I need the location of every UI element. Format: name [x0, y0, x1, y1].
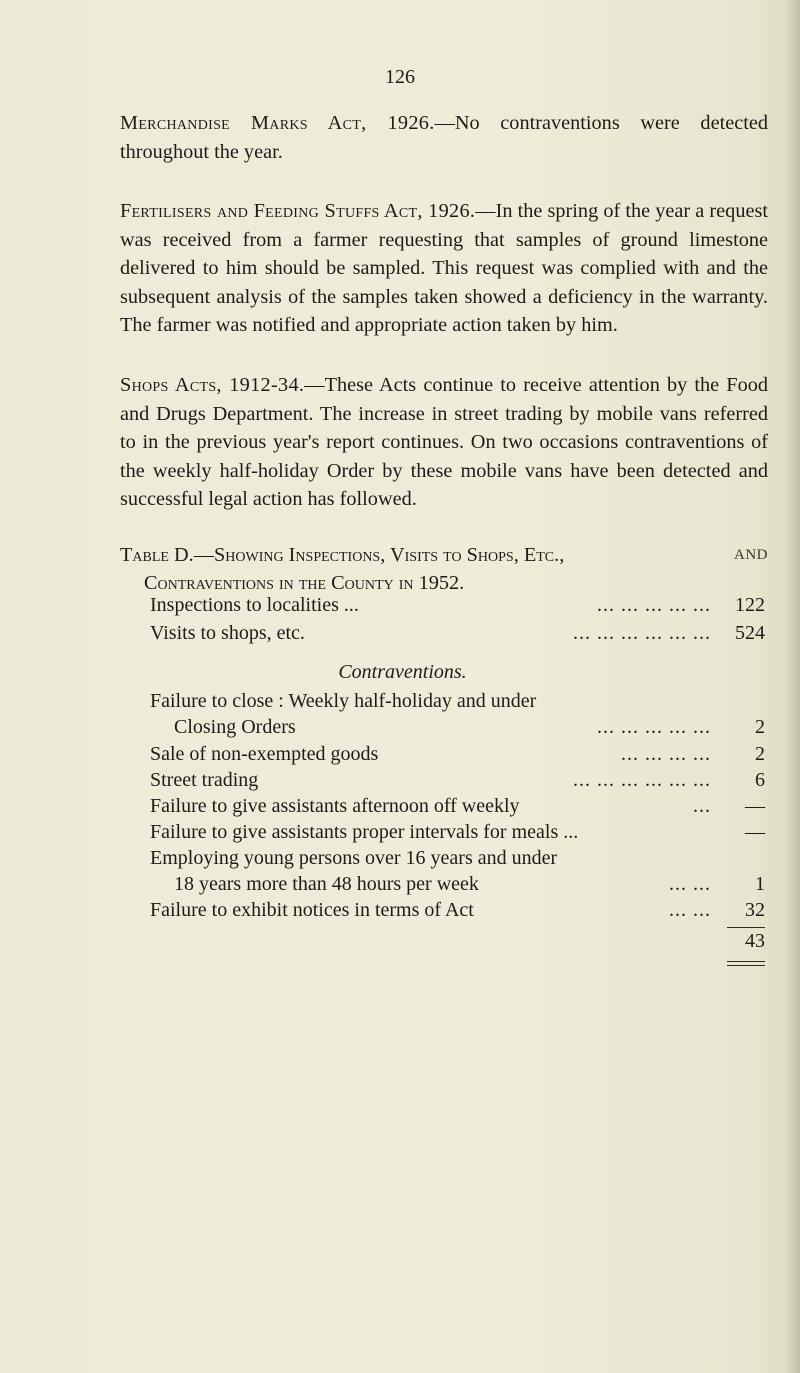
row-value: 2 — [755, 743, 765, 765]
row-label: Inspections to localities ... — [150, 594, 359, 616]
table-row-visits — [150, 620, 765, 646]
page-edge-shadow — [786, 0, 800, 1373]
row-label: 18 years more than 48 hours per week — [174, 873, 479, 895]
row-leader-dots: ... ... ... ... ... ... — [573, 622, 711, 644]
row-value: 524 — [735, 622, 765, 644]
row-value: 6 — [755, 769, 765, 791]
paragraph-title: Shops Acts, 1912-34. — [120, 374, 305, 396]
table-title-part2: Contraventions in the County in 1952. — [144, 572, 465, 594]
paragraph-text: —These Acts continue to receive attention by the Food and Drugs Department. The increase in street trading by mobile vans referred to in the previous year's report continues. On two occasions contraventions of the weekly half-holiday Order by these mobile vans have been detected and successful legal action has followed. — [120, 374, 769, 510]
row-value: 122 — [735, 594, 765, 616]
row-label: Closing Orders — [174, 716, 296, 738]
paragraph-merchandise-marks — [120, 109, 768, 166]
table-row-failure-to-close — [150, 714, 765, 740]
row-leader-dots: ... ... — [669, 899, 711, 921]
table-row-street-trading — [150, 767, 765, 793]
paragraph-title: Fertilisers and Feeding Stuffs Act, 1926. — [120, 200, 476, 222]
table-row-inspections — [150, 592, 765, 618]
row-value: 32 — [745, 899, 765, 921]
page-number: 126 — [385, 66, 415, 88]
table-row-meal-intervals — [150, 819, 765, 845]
row-leader-dots: ... ... ... ... — [621, 743, 711, 765]
paragraph-shops-acts — [120, 371, 768, 514]
row-label: Street trading — [150, 769, 259, 791]
row-label: Sale of non-exempted goods — [150, 743, 379, 765]
row-leader-dots: ... ... ... ... ... — [597, 594, 711, 616]
row-label: Failure to close : Weekly half-holiday and under — [150, 690, 537, 712]
row-value: — — [745, 795, 765, 817]
table-title — [120, 541, 768, 597]
row-value: 1 — [755, 873, 765, 895]
table-row-young-persons-line1 — [150, 845, 765, 871]
table-row-failure-to-close-line1 — [150, 688, 765, 714]
row-leader-dots: ... ... ... ... ... — [597, 716, 711, 738]
table-title-part1: Table D.—Showing Inspections, Visits to Shops, Etc., — [120, 544, 565, 566]
paragraph-text: —No contraventions were detected throughout the year. — [120, 112, 768, 163]
contraventions-heading: Contraventions. — [338, 661, 467, 683]
row-leader-dots: ... — [693, 795, 711, 817]
total-rule — [727, 927, 765, 928]
row-label: Failure to exhibit notices in terms of Act — [150, 899, 474, 921]
row-label: Failure to give assistants afternoon off weekly — [150, 795, 520, 817]
row-value: — — [745, 821, 765, 843]
table-row-sale-non-exempted — [150, 741, 765, 767]
table-row-exhibit-notices — [150, 897, 765, 923]
table-title-and: AND — [734, 547, 768, 563]
paragraph-text: —In the spring of the year a request was received from a farmer requesting that samples of ground limestone delivered to him should be sampled. This request was complied with and the subsequent analysis of the samples taken showed a deficiency in the warranty. The farmer was notified and appropriate action taken by him. — [120, 200, 768, 336]
total-double-rule — [727, 961, 765, 966]
row-label: Failure to give assistants proper intervals for meals ... — [150, 821, 579, 843]
paragraph-fertilisers — [120, 197, 768, 340]
row-leader-dots: ... ... ... ... ... ... — [573, 769, 711, 791]
row-label: Employing young persons over 16 years and under — [150, 847, 558, 869]
row-value: 2 — [755, 716, 765, 738]
table-row-afternoon-off — [150, 793, 765, 819]
total-value: 43 — [745, 930, 765, 952]
row-leader-dots: ... ... — [669, 873, 711, 895]
paragraph-title: Merchandise Marks Act, 1926. — [120, 112, 435, 134]
row-label: Visits to shops, etc. — [150, 622, 305, 644]
table-row-young-persons — [150, 871, 765, 897]
